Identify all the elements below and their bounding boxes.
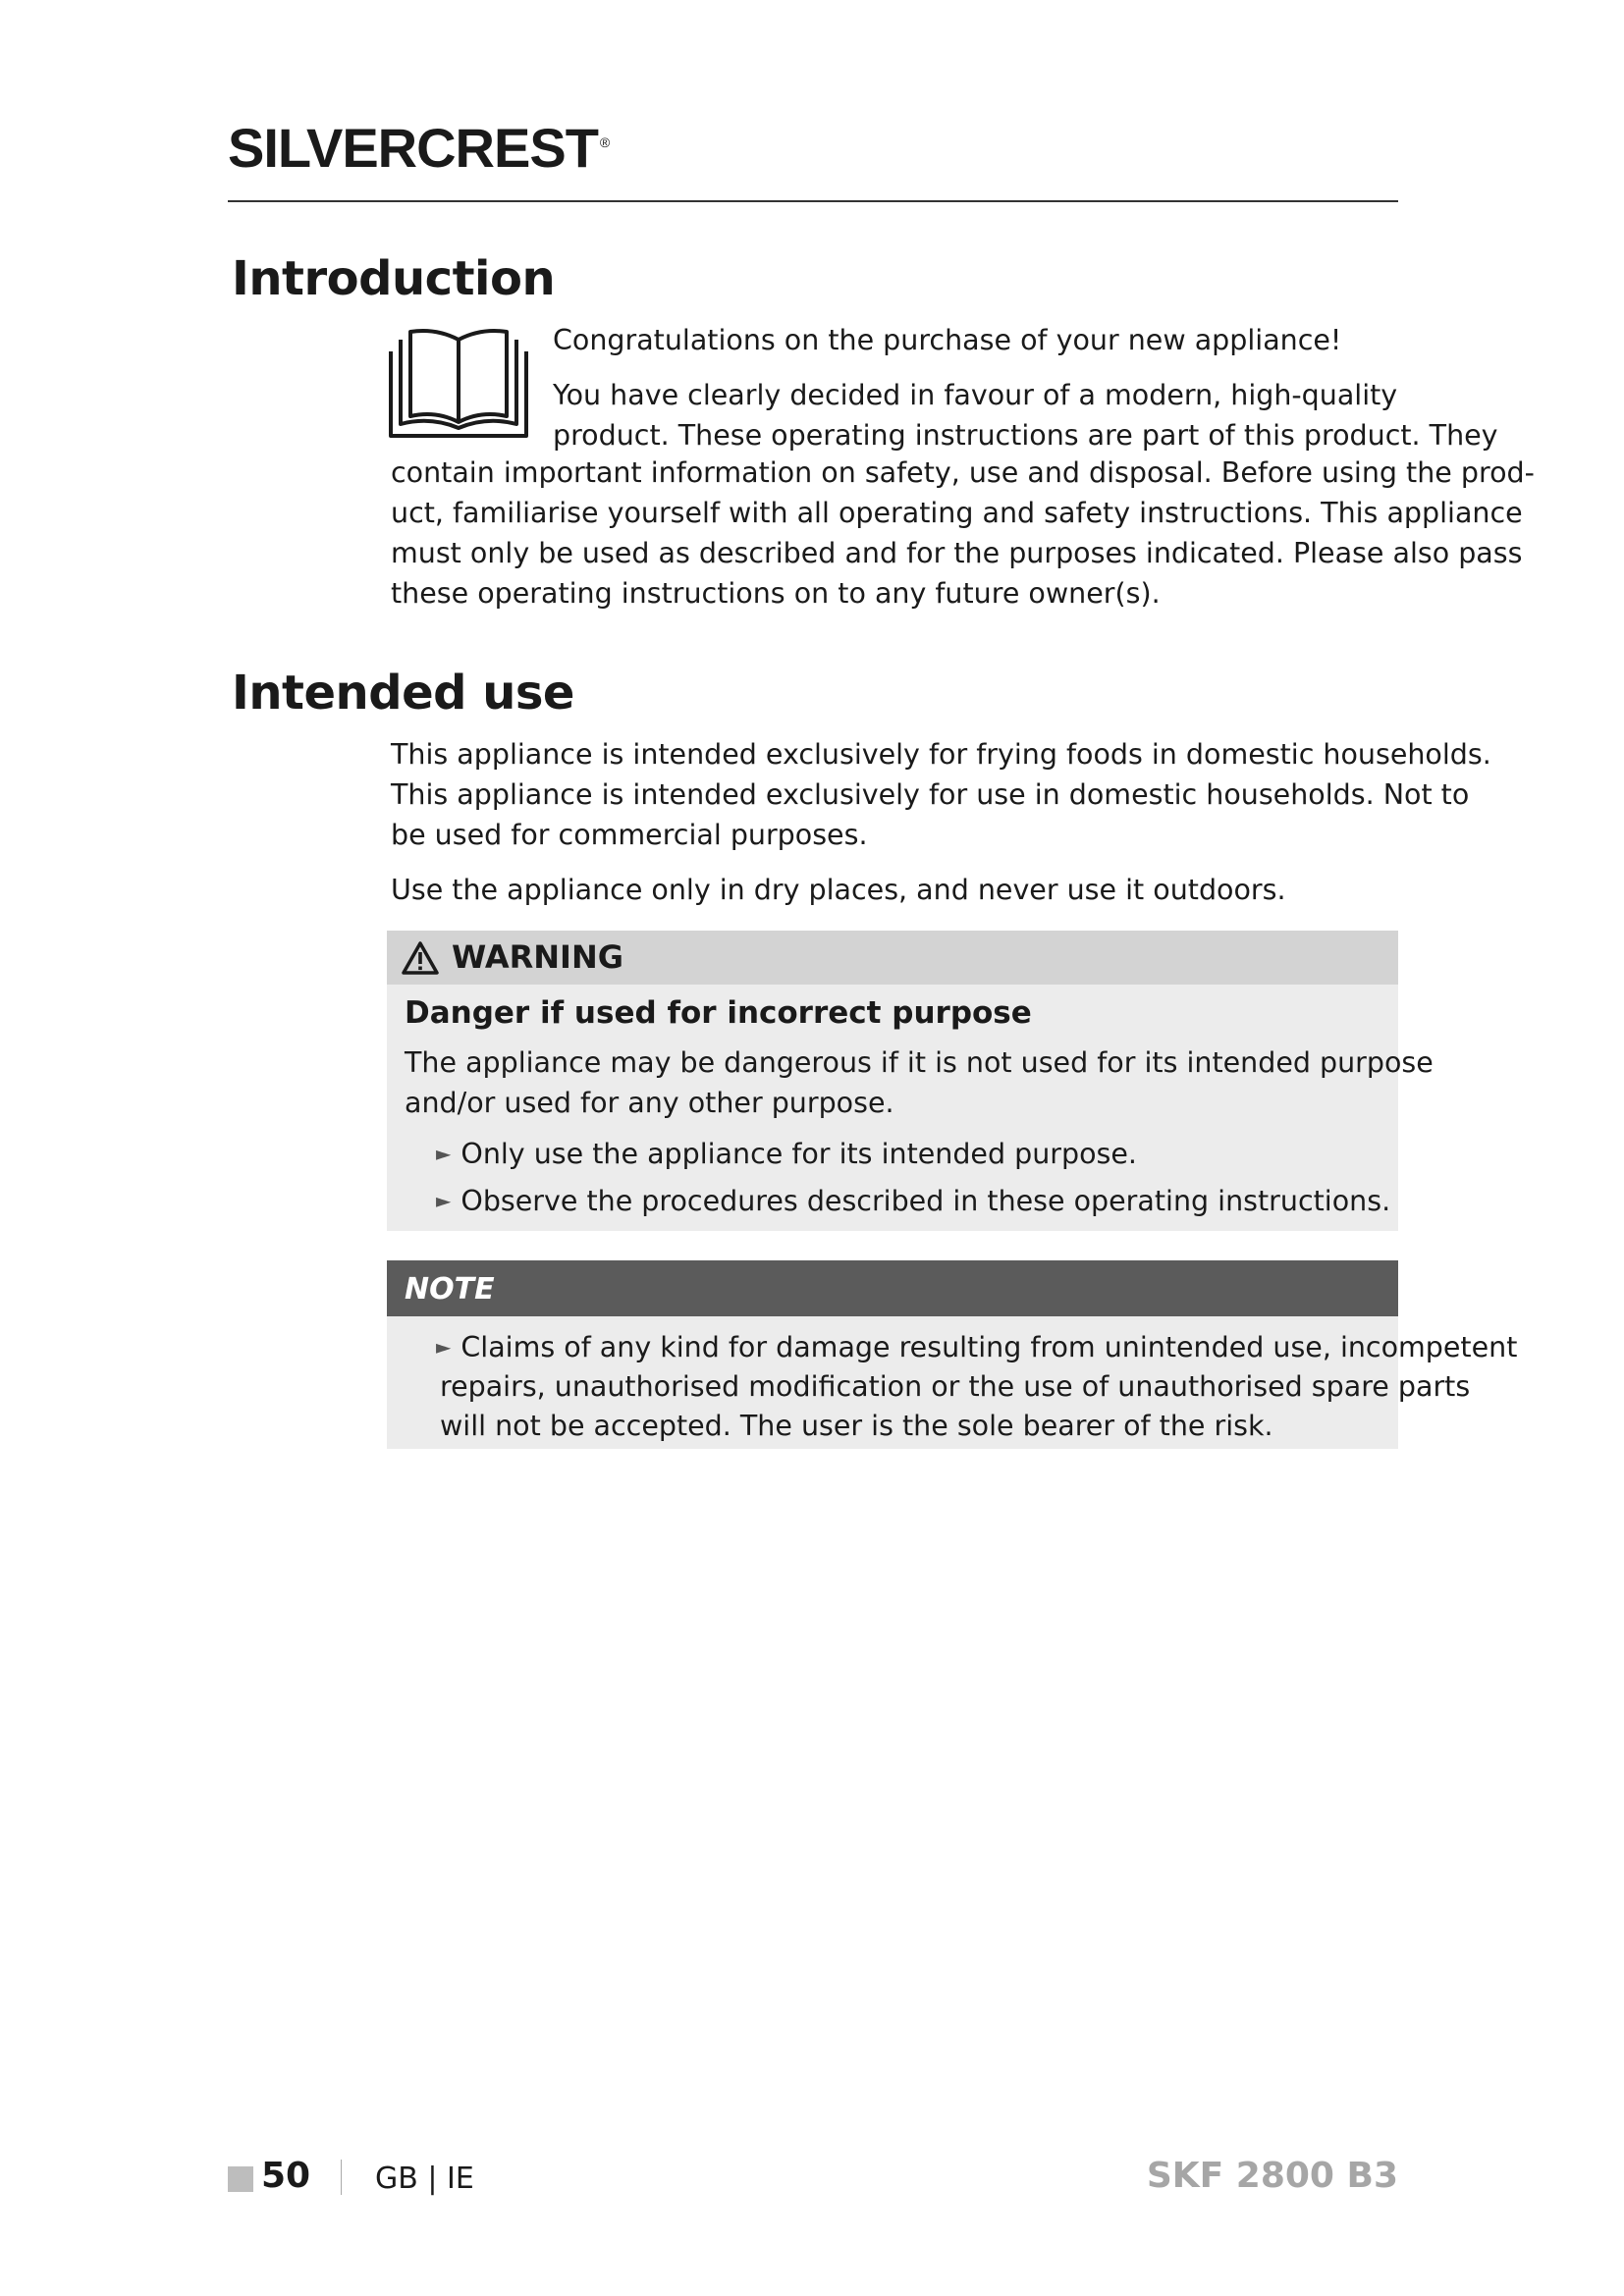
use-line-2: This appliance is intended exclusively for use in domestic households. Not to — [391, 778, 1470, 811]
intended-use-heading: Intended use — [232, 666, 574, 721]
intro-line-7: these operating instructions on to any future owner(s). — [391, 577, 1161, 610]
warning-line-1: The appliance may be dangerous if it is not used for its intended purpose — [405, 1046, 1434, 1079]
note-line-2: repairs, unauthorised modification or the use of unauthorised spare parts — [440, 1370, 1471, 1403]
intro-line-2: You have clearly decided in favour of a modern, high-quality — [553, 379, 1398, 411]
intro-line-1: Congratulations on the purchase of your new appliance! — [553, 324, 1342, 356]
note-line-3: will not be accepted. The user is the sole bearer of the risk. — [440, 1410, 1273, 1442]
use-line-1: This appliance is intended exclusively for frying foods in domestic households. — [391, 738, 1491, 771]
warning-label: WARNING — [452, 938, 623, 976]
warning-bullet-2 — [436, 1181, 1390, 1221]
page-number: 50 — [261, 2156, 311, 2196]
arrow-right-icon: ► — [436, 1189, 452, 1212]
model-number: SKF 2800 B3 — [1146, 2156, 1398, 2196]
warning-bullet-2-text: Observe the procedures described in these operating instructions. — [460, 1185, 1391, 1217]
country-codes: GB | IE — [375, 2162, 474, 2196]
note-bullet — [436, 1327, 1517, 1446]
warning-bullet-1 — [436, 1134, 1137, 1174]
warning-triangle-icon — [401, 940, 440, 976]
note-label: NOTE — [405, 1272, 495, 1307]
use-line-3: be used for commercial purposes. — [391, 819, 868, 851]
note-line-1: Claims of any kind for damage resulting from unintended use, incompetent — [460, 1331, 1518, 1363]
footer-square-marker — [228, 2166, 253, 2192]
warning-bullet-1-text: Only use the appliance for its intended purpose. — [460, 1138, 1137, 1170]
book-icon — [387, 326, 530, 442]
registered-mark: ® — [599, 134, 610, 151]
arrow-right-icon: ► — [436, 1335, 452, 1359]
warning-header — [387, 931, 1398, 985]
intro-line-4: contain important information on safety, use and disposal. Before using the prod- — [391, 456, 1535, 489]
warning-box — [387, 931, 1434, 1231]
arrow-right-icon: ► — [436, 1142, 452, 1165]
intro-line-3: product. These operating instructions are part of this product. They — [553, 419, 1498, 452]
introduction-heading: Introduction — [232, 251, 556, 306]
warning-title: Danger if used for incorrect purpose — [405, 995, 1032, 1031]
brand-name: SILVERCREST — [228, 117, 598, 179]
note-box — [387, 1260, 1518, 1449]
warning-line-2: and/or used for any other purpose. — [405, 1087, 894, 1119]
intro-line-6: must only be used as described and for the purposes indicated. Please also pass — [391, 537, 1523, 569]
intro-line-5: uct, familiarise yourself with all operating and safety instructions. This appliance — [391, 497, 1523, 529]
footer-divider — [341, 2160, 342, 2195]
note-header — [387, 1260, 1398, 1316]
header-divider — [228, 200, 1398, 202]
brand-logo — [228, 116, 609, 180]
use-line-4: Use the appliance only in dry places, and never use it outdoors. — [391, 874, 1286, 906]
